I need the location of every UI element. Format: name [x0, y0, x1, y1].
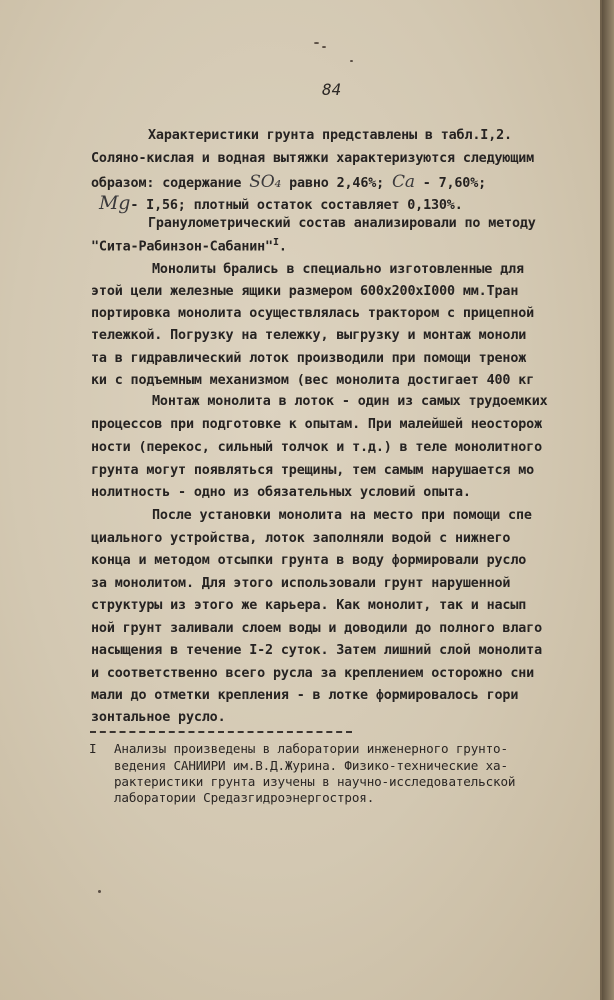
paper-speck [98, 890, 101, 893]
body-line: структуры из этого же карьера. Как монолит, так и насып [91, 598, 527, 613]
body-line: зонтальное русло. [91, 710, 226, 725]
footnote-line: Анализы произведены в лаборатории инженерного грунто- [114, 741, 508, 756]
footnote-line: ведения САНИИРИ им.В.Д.Журина. Физико-технические ха- [114, 758, 508, 773]
body-line: ности (перекос, сильный толчок и т.д.) в теле монолитного [91, 440, 542, 455]
paper-speck [350, 60, 353, 62]
body-line: грунта могут появляться трещины, тем самым нарушается мо [91, 463, 535, 478]
footnote-line: рактеристики грунта изучены в научно-исследовательской [114, 774, 516, 789]
paper-speck [314, 42, 319, 44]
text-run: равно 2,46%; [281, 176, 392, 191]
body-line: этой цели железные ящики размером 600х200хI000 мм.Тран [91, 284, 519, 299]
body-line: Монтаж монолита в лоток - один из самых трудоемких [152, 394, 548, 409]
body-line: Гранулометрический состав анализировали по методу [148, 216, 536, 231]
footnote-reference: I [272, 237, 279, 248]
body-line: тележкой. Погрузку на тележку, выгрузку и монтаж моноли [91, 328, 527, 343]
body-line [99, 192, 463, 214]
body-line: Характеристики грунта представлены в табл.I,2. [148, 128, 512, 143]
body-line: ки с подъемным механизмом (вес монолита достигает 400 кг [91, 373, 535, 388]
body-line: Соляно-кислая и водная вытяжки характеризуются следующим [91, 151, 535, 166]
body-line: ной грунт заливали слоем воды и доводили до полного влаго [91, 621, 542, 636]
body-line: процессов при подготовке к опытам. При малейшей неосторож [91, 417, 542, 432]
page-edge-shadow [602, 0, 614, 1000]
handwritten-formula-so4: SO₄ [249, 172, 282, 192]
paper-speck [322, 46, 326, 48]
text-run: образом: содержание [91, 176, 250, 191]
body-line: за монолитом. Для этого использовали грунт нарушенной [91, 576, 511, 591]
body-line: конца и методом отсыпки грунта в воду формировали русло [91, 553, 527, 568]
body-line: нолитность - одно из обязательных условий опыта. [91, 485, 471, 500]
body-line: После установки монолита на место при помощи спе [152, 508, 532, 523]
text-run: . [278, 239, 287, 255]
handwritten-formula-ca: Ca [391, 172, 415, 192]
page-number: 84 [322, 80, 342, 99]
body-line: циального устройства, лоток заполняли водой с нижнего [91, 531, 511, 546]
handwritten-formula-mg: Mg [99, 192, 131, 214]
text-run: - I,56; плотный остаток составляет 0,130%. [130, 198, 463, 213]
body-line: и соответственно всего русла за креплением осторожно сни [91, 666, 535, 681]
body-line: Монолиты брались в специально изготовленные для [152, 262, 524, 277]
text-run: "Сита-Рабинзон-Сабанин" [91, 239, 273, 255]
body-line: насыщения в течение I-2 суток. Затем лишний слой монолита [91, 643, 542, 658]
footnote-marker: I [89, 741, 97, 756]
footnote-line: лаборатории Средазгидроэнергостроя. [114, 790, 375, 805]
body-line [91, 172, 486, 192]
text-run: - 7,60%; [414, 176, 487, 191]
body-line: портировка монолита осуществлялась трактором с прицепной [91, 306, 535, 321]
body-line [91, 237, 287, 254]
body-line: мали до отметки крепления - в лотке формировалось гори [91, 688, 519, 703]
body-line: та в гидравлический лоток производили при помощи тренож [91, 351, 527, 366]
footnote-separator [90, 731, 352, 733]
